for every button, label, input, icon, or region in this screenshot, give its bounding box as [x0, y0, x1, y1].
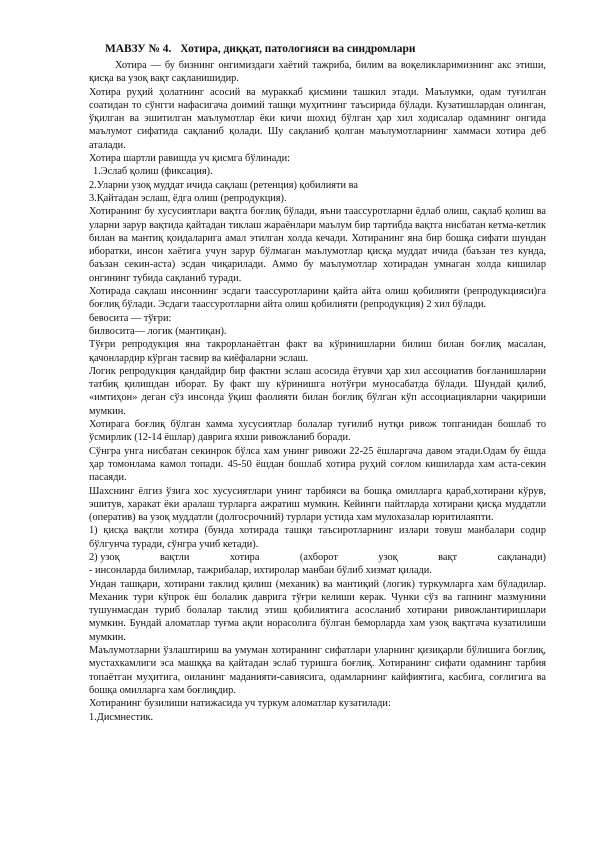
- paragraph: 1.Эслаб қолиш (фиксация).: [93, 166, 213, 178]
- paragraph: Хотиранинг бузилиши натижасида уч туркум аломатлар кузатилади:: [89, 698, 391, 710]
- document-body-continued: [89, 564, 546, 724]
- spread-word: 2) узоқ: [89, 551, 120, 563]
- paragraph: - инсонларда билимлар, тажрибалар, ихтиролар манбаи бўлиб хизмат қилади.: [89, 565, 432, 577]
- paragraph: 2.Уларни узоқ муддат ичида сақлаш (ретенция) қобилияти ва: [89, 179, 358, 191]
- title-main: Хотира, диққат, патологияси ва синдромлари: [180, 43, 416, 55]
- spread-word: (ахборот: [299, 551, 338, 563]
- spread-word: вақтли: [160, 551, 190, 563]
- paragraph: 1.Дисмнестик.: [89, 711, 154, 723]
- paragraph: Логик репродукция қандайдир бир фактни эслаш асосида ётувчи ҳар хил ассоциатив боғланишларни татбиқ қилишдан иборат. Бу факт шу кўринишга нотўғри муносабатда бўлади. Шундай қилиб, «имтиҳон» деган сўз инсонда ўқиш фаолияти билан боғлиқ бўлган кўп ассоциацияларни чақириши мумкин.: [89, 365, 546, 417]
- spread-word: сақланади): [497, 551, 546, 563]
- paragraph: Маълумотларни ўзлаштириш ва умуман хотиранинг сифатлари уларнинг қизиқарли бўлишига боғлиқ, мустахкамлиги эса машққа ва қайтадан эслаб туришга боғлиқ. Хотиранинг сифати одамнинг тарбия топаётган муҳитига, оиланинг маданияти-савиясига, одамларнинг кайфиятига, касбига, соғлигига ва бошқа омилларга хам боғлиқдир.: [89, 645, 546, 696]
- paragraph: Шахснинг ёлгиз ўзига хос хусусиятлари унинг тарбияси ва бошқа омилларга қараб,хотирани кўрув, эшитув, харакат ёки аралаш турларга ажратиш мумкин. Кейинги пайтларда хотирани қисқа муддатли (оператив) ва узоқ муддатли (долгосрочний) турлари устида хам мулохазалар юритилаяпти.: [89, 485, 546, 524]
- paragraph: Хотирага боғлиқ бўлган хамма хусусиятлар болалар туғилиб нутқи ривож топганидан бошлаб то ўсмирлик (12-14 ёшлар) даврига яхши ривожланиб боради.: [89, 419, 546, 444]
- paragraph: Хотира руҳий ҳолатнинг асосий ва мураккаб қисмини ташкил этади. Маълумки, одам туғилган соатидан то сўнгги нафасигача доимий ташқи муҳитнинг таъсирида бўлади. Кузатишлардан олинган, ўқилган ва эшитилган маълумотлар ёки кичи шохид бўлган ҳар хил ходисалар одамнинг онгида маълумот сифатида сақланиб қолади. Шу сақланиб қолган маълумотларнинг хаммаси хотира деб аталади.: [89, 86, 546, 151]
- paragraph: Ундан ташқари, хотирани таклид қилиш (механик) ва мантиқий (логик) туркумларга хам бўладилар. Механик тури кўпрок ёш болалик даврига тўғри келиши керак. Чунки сўз ва гапнинг мазмунини тушунмасдан туриб болалар таклид этиш қобилиятига асосланиб хотирани ривожлантиришлари мумкин. Бундай аломатлар туғма ақли норасолига бўлган беморларда хам узоқ вақтгача кузатилиши мумкин.: [89, 578, 546, 643]
- paragraph: Хотира шартли равишда уч қисмга бўлинади:: [89, 153, 290, 165]
- page-title: [89, 42, 546, 57]
- paragraph: Хотиранинг бу хусусиятлари вақтга боғлиқ бўлади, яъни таассуротларни ёдлаб олиш, сақлаб қолиш ва уларни зарур вақтида қайтадан тиклаш жараёнлари маълум бир тартибда вақтга нисбатан кетма-кетлик билан ва мантиқ қоидаларига амал этилган холда кечади. Хотиранинг яна бир бошқа сифати шундан иборатки, инсон хаётига учун зарур бўлмаган маълумотлар қисқа муддат ичида (баъзан тез кунда, баъзан секин-аста) эсдан чиқарилади. Аммо бу маълумотлар хотирадан умнаган холда кишилар онгининг тубида сақланиб туради.: [89, 206, 546, 284]
- title-lead: МАВЗУ № 4.: [105, 43, 172, 55]
- paragraph: 3.Қайтадан эслаш, ёдга олиш (репродукция).: [89, 192, 287, 204]
- spread-word: хотира: [229, 551, 260, 563]
- paragraph: Тўғри репродукция яна такрорланаётган факт ва кўринишларни билиш билан боғлиқ масалан, қачонлардир кўрган тасвир ва киёфаларни эслаш.: [89, 339, 546, 364]
- spread-word: вақт: [438, 551, 458, 563]
- paragraph: 1) қисқа вақтли хотира (бунда хотирада ташқи таъсиротларнинг излари товуш манбалари содир бўлгунча туради, сўнгра учиб кетади).: [89, 525, 546, 550]
- spread-line: [89, 551, 546, 564]
- paragraph: Хотирада сақлаш инсоннинг эсдаги таассуротларини қайта айта олиш қобилияти (репродукцияси)га боғлиқ бўлади. Эсдаги таассуротларни айта олиш қобилияти (репродукция) 2 хил бўлади.: [89, 286, 546, 311]
- paragraph: билвосита— логик (мантиқан).: [89, 325, 227, 337]
- paragraph: Хотира — бу бизнинг онгимиздаги хаётий тажриба, билим ва воқеликларимизнинг акс этиши, қисқа ва узоқ вақт сақланишидир.: [89, 60, 546, 85]
- spread-word: узоқ: [378, 551, 398, 563]
- paragraph: бевосита — тўғри:: [89, 312, 172, 324]
- document-body: [89, 59, 546, 551]
- paragraph: Сўнгра унга нисбатан секинрок бўлса хам унинг ривожи 22-25 ёшларгача давом этади.Одам бу ёшда ҳар томонлама камол топади. 45-50 ёшдан бошлаб хотира руҳий соғлом кишиларда хам аста-секин пасаяди.: [89, 445, 546, 484]
